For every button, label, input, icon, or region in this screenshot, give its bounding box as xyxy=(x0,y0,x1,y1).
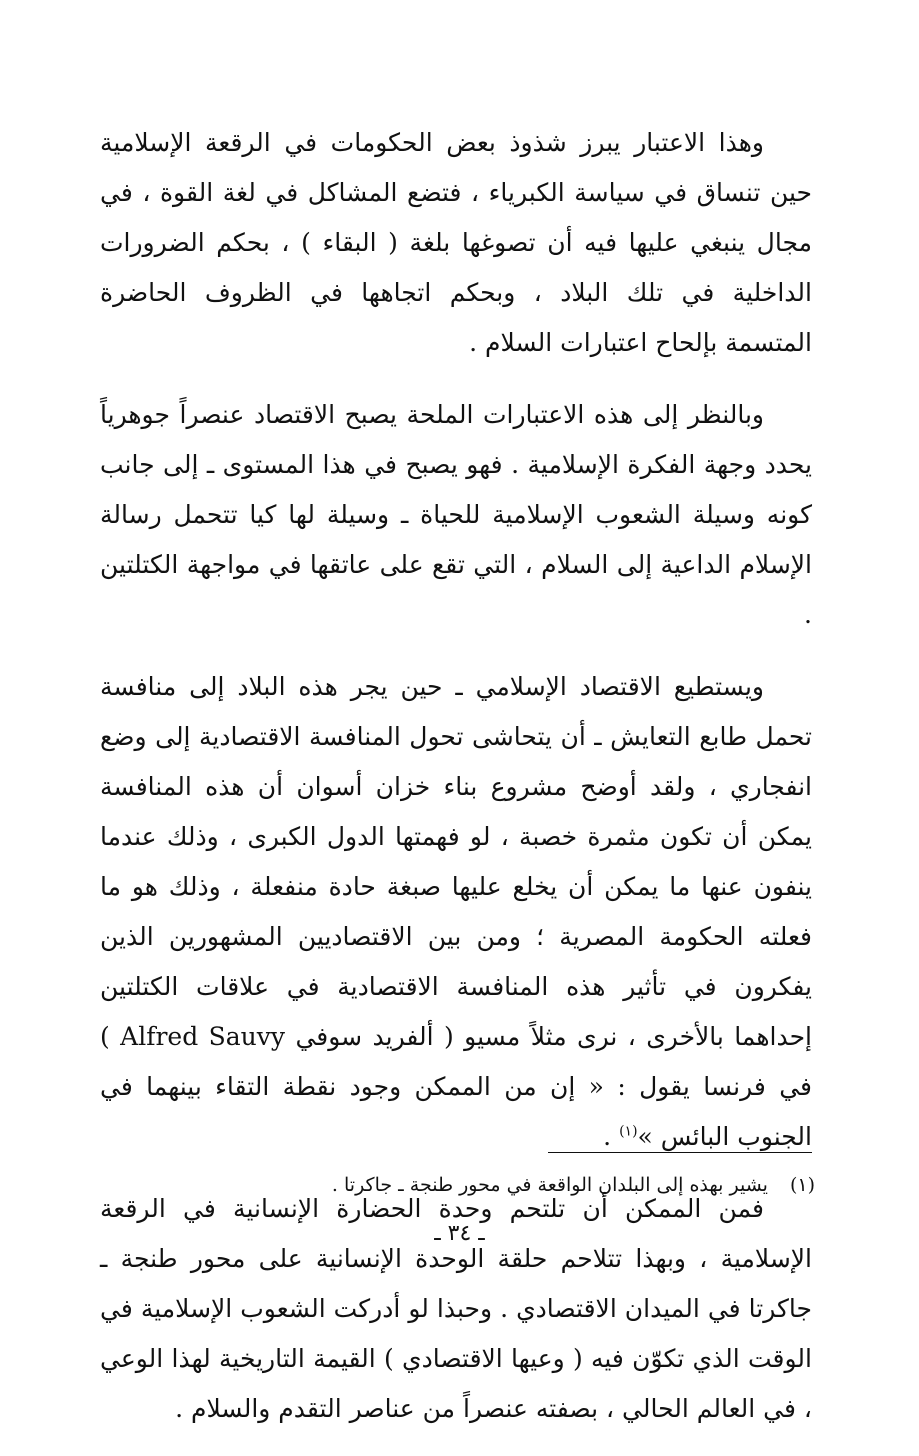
main-text xyxy=(100,118,812,1456)
footnote-reference: (١) xyxy=(619,1123,638,1140)
paragraph-3-text: ويستطيع الاقتصاد الإسلامي ـ حين يجر هذه البلاد إلى منافسة تحمل طابع التعايش ـ أن يتحاشى تحول المنافسة الاقتصادية إلى وضع انفجاري ، ولقد أوضح مشروع بناء خزان أسوان أن هذه المنافسة يمكن أن تكون مثمرة خصبة ، لو فهمتها الدول الكبرى ، وذلك عندما ينفون عنها ما يمكن أن يخلع عليها صبغة حادة منفعلة ، وذلك هو ما فعلته الحكومة المصرية ؛ ومن بين الاقتصاديين المشهورين الذين يفكرون في تأثير هذه المنافسة الاقتصادية في علاقات الكتلتين إحداهما بالأخرى ، نرى مثلاً مسيو ( ألفريد سوفي Alfred Sauvy ) في فرنسا يقول : « إن من الممكن وجود نقطة التقاء بينهما في الجنوب البائس » xyxy=(100,672,812,1151)
footnote-marker: (١) xyxy=(789,1174,815,1196)
footnote xyxy=(295,1170,815,1200)
paragraph-4: فمن الممكن أن تلتحم وحدة الحضارة الإنسانية في الرقعة الإسلامية ، وبهذا تتلاحم حلقة الوحدة الإنسانية على محور طنجة ـ جاكرتا في الميدان الاقتصادي . وحبذا لو أدركت الشعوب الإسلامية في الوقت الذي تكوّن فيه ( وعيها الاقتصادي ) القيمة التاريخية لهذا الوعي ، في العالم الحالي ، بصفته عنصراً من عناصر التقدم والسلام . xyxy=(100,1194,812,1423)
paragraph-3 xyxy=(100,662,812,1162)
page-number: ـ ٣٤ ـ xyxy=(434,1221,485,1246)
paragraph-3-tail: . xyxy=(603,1122,620,1151)
paragraph-2: وبالنظر إلى هذه الاعتبارات الملحة يصبح الاقتصاد عنصراً جوهرياً يحدد وجهة الفكرة الإسلامية . فهو يصبح في هذا المستوى ـ إلى جانب كونه وسيلة الشعوب الإسلامية للحياة ـ وسيلة لها كيا تتحمل رسالة الإسلام الداعية إلى السلام ، التي تقع على عاتقها في مواجهة الكتلتين . xyxy=(100,400,812,629)
footnote-divider xyxy=(548,1152,812,1153)
footnote-text: يشير بهذه إلى البلدان الواقعة في محور طنجة ـ جاكرتا . xyxy=(331,1174,768,1196)
paragraph-1: وهذا الاعتبار يبرز شذوذ بعض الحكومات في الرقعة الإسلامية حين تنساق في سياسة الكبرياء ، فتضع المشاكل في لغة القوة ، في مجال ينبغي عليها فيه أن تصوغها بلغة ( البقاء ) ، بحكم الضرورات الداخلية في تلك البلاد ، وبحكم اتجاهها في الظروف الحاضرة المتسمة بإلحاح اعتبارات السلام . xyxy=(100,128,812,357)
